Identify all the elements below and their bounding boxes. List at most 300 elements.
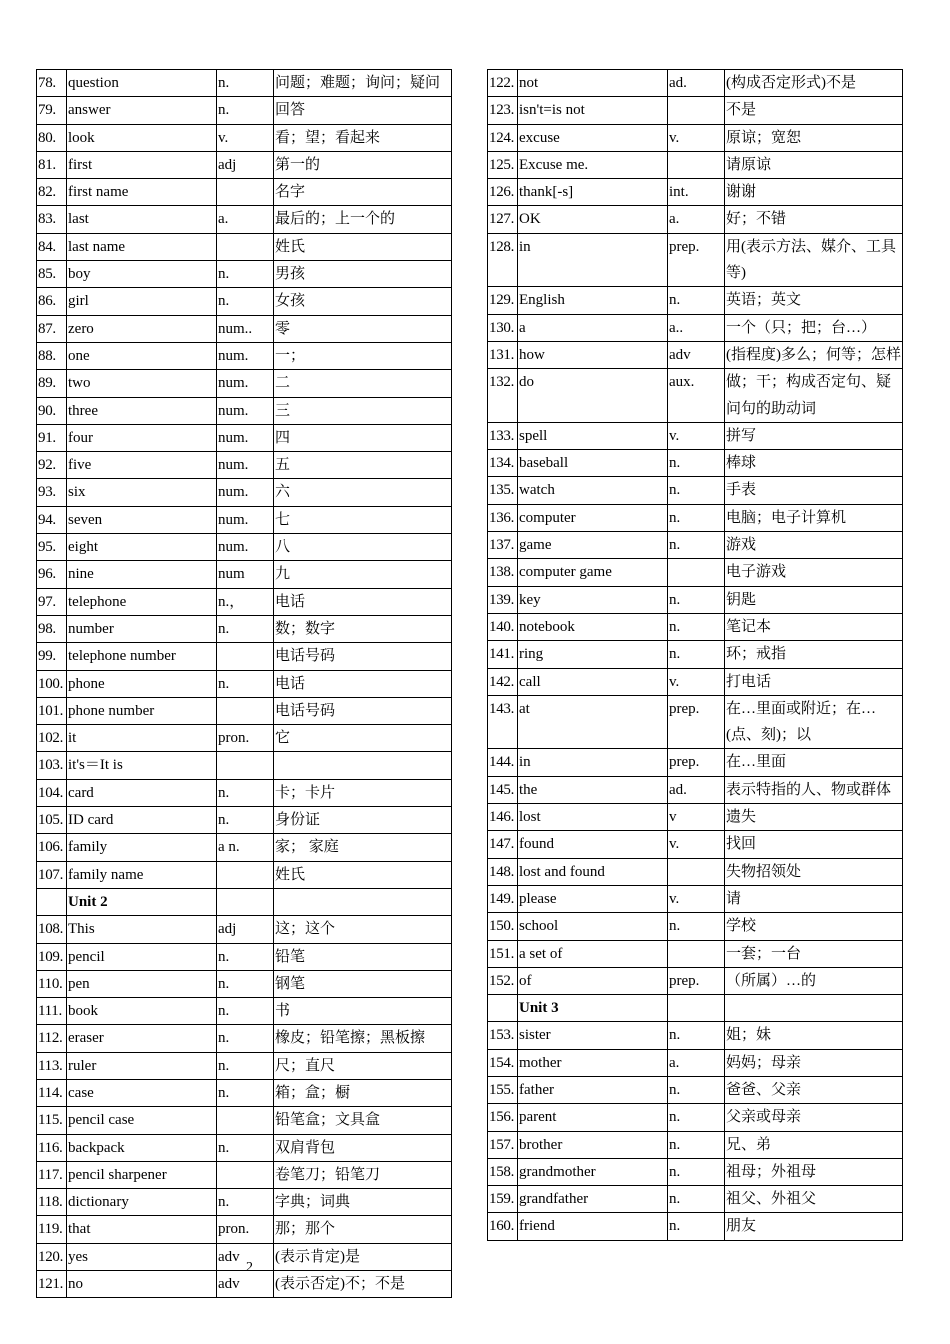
vocab-row bbox=[488, 477, 903, 504]
entry-word: seven bbox=[67, 506, 217, 533]
entry-number: 124. bbox=[488, 124, 518, 151]
entry-meaning: 拼写 bbox=[725, 422, 903, 449]
entry-meaning: 姐；妹 bbox=[725, 1022, 903, 1049]
entry-number: 87. bbox=[37, 315, 67, 342]
entry-word: sister bbox=[518, 1022, 668, 1049]
entry-number: 128. bbox=[488, 233, 518, 287]
entry-part-of-speech: n. bbox=[217, 1134, 274, 1161]
entry-word: no bbox=[67, 1271, 217, 1298]
entry-word: family name bbox=[67, 861, 217, 888]
entry-part-of-speech: ad. bbox=[668, 70, 725, 97]
entry-word: brother bbox=[518, 1131, 668, 1158]
vocab-row bbox=[488, 668, 903, 695]
vocab-row bbox=[488, 124, 903, 151]
entry-number: 121. bbox=[37, 1271, 67, 1298]
entry-meaning: 找回 bbox=[725, 831, 903, 858]
entry-word: family bbox=[67, 834, 217, 861]
entry-meaning: 电话 bbox=[274, 670, 452, 697]
entry-word: pen bbox=[67, 970, 217, 997]
entry-number: 79. bbox=[37, 97, 67, 124]
entry-number: 99. bbox=[37, 643, 67, 670]
entry-number: 107. bbox=[37, 861, 67, 888]
entry-number: 135. bbox=[488, 477, 518, 504]
entry-meaning: 橡皮；铅笔擦；黑板擦 bbox=[274, 1025, 452, 1052]
entry-word: watch bbox=[518, 477, 668, 504]
entry-word: zero bbox=[67, 315, 217, 342]
vocab-row bbox=[37, 534, 452, 561]
entry-part-of-speech: prep. bbox=[668, 967, 725, 994]
entry-meaning bbox=[274, 888, 452, 915]
entry-meaning: (表示否定)不；不是 bbox=[274, 1271, 452, 1298]
unit-heading-row bbox=[488, 995, 903, 1022]
vocab-row bbox=[37, 70, 452, 97]
entry-word: pencil bbox=[67, 943, 217, 970]
vocab-row bbox=[37, 506, 452, 533]
entry-word: computer bbox=[518, 504, 668, 531]
entry-meaning: 六 bbox=[274, 479, 452, 506]
vocab-row bbox=[488, 422, 903, 449]
entry-part-of-speech: v. bbox=[668, 668, 725, 695]
entry-part-of-speech bbox=[668, 151, 725, 178]
entry-number: 111. bbox=[37, 998, 67, 1025]
entry-meaning: 最后的；上一个的 bbox=[274, 206, 452, 233]
entry-meaning: 电子游戏 bbox=[725, 559, 903, 586]
entry-word: at bbox=[518, 695, 668, 749]
entry-meaning: （所属）…的 bbox=[725, 967, 903, 994]
entry-meaning: 请原谅 bbox=[725, 151, 903, 178]
vocab-row bbox=[488, 314, 903, 341]
vocab-row bbox=[37, 943, 452, 970]
entry-meaning: 家； 家庭 bbox=[274, 834, 452, 861]
entry-number: 122. bbox=[488, 70, 518, 97]
entry-meaning: 钥匙 bbox=[725, 586, 903, 613]
unit-heading-row bbox=[37, 888, 452, 915]
entry-part-of-speech: n. bbox=[217, 1079, 274, 1106]
entry-number: 92. bbox=[37, 452, 67, 479]
vocab-row bbox=[488, 532, 903, 559]
entry-meaning: 姓氏 bbox=[274, 861, 452, 888]
entry-number: 84. bbox=[37, 233, 67, 260]
entry-part-of-speech: n. bbox=[217, 1025, 274, 1052]
vocab-row bbox=[37, 1025, 452, 1052]
entry-meaning: 尺；直尺 bbox=[274, 1052, 452, 1079]
vocab-row bbox=[488, 967, 903, 994]
entry-word: ID card bbox=[67, 807, 217, 834]
entry-word: two bbox=[67, 370, 217, 397]
entry-word: ring bbox=[518, 641, 668, 668]
entry-part-of-speech: adv bbox=[217, 1243, 274, 1270]
entry-number: 115. bbox=[37, 1107, 67, 1134]
vocab-row bbox=[488, 804, 903, 831]
vocab-row bbox=[488, 97, 903, 124]
vocab-row bbox=[488, 179, 903, 206]
entry-part-of-speech: adv bbox=[668, 341, 725, 368]
entry-part-of-speech: pron. bbox=[217, 1216, 274, 1243]
entry-part-of-speech: num. bbox=[217, 397, 274, 424]
entry-meaning: 五 bbox=[274, 452, 452, 479]
entry-word: first bbox=[67, 151, 217, 178]
entry-word: do bbox=[518, 369, 668, 423]
entry-word: last name bbox=[67, 233, 217, 260]
entry-part-of-speech: adj bbox=[217, 916, 274, 943]
vocab-row bbox=[37, 424, 452, 451]
vocab-row bbox=[37, 206, 452, 233]
entry-meaning: 电话 bbox=[274, 588, 452, 615]
entry-word: boy bbox=[67, 261, 217, 288]
entry-meaning: 那；那个 bbox=[274, 1216, 452, 1243]
entry-word: OK bbox=[518, 206, 668, 233]
entry-meaning: 字典；词典 bbox=[274, 1189, 452, 1216]
entry-meaning: 祖父、外祖父 bbox=[725, 1186, 903, 1213]
entry-meaning: 姓氏 bbox=[274, 233, 452, 260]
entry-part-of-speech bbox=[217, 1161, 274, 1188]
entry-word: five bbox=[67, 452, 217, 479]
entry-number: 93. bbox=[37, 479, 67, 506]
entry-part-of-speech: ad. bbox=[668, 776, 725, 803]
entry-meaning: 第一的 bbox=[274, 151, 452, 178]
entry-meaning: 数；数字 bbox=[274, 615, 452, 642]
entry-part-of-speech: a. bbox=[668, 1049, 725, 1076]
entry-part-of-speech: num. bbox=[217, 534, 274, 561]
entry-word: card bbox=[67, 779, 217, 806]
entry-number: 104. bbox=[37, 779, 67, 806]
vocab-row bbox=[37, 261, 452, 288]
entry-number: 112. bbox=[37, 1025, 67, 1052]
vocab-row bbox=[488, 287, 903, 314]
entry-word: of bbox=[518, 967, 668, 994]
vocab-row bbox=[37, 97, 452, 124]
entry-meaning: 学校 bbox=[725, 913, 903, 940]
entry-meaning: 身份证 bbox=[274, 807, 452, 834]
entry-part-of-speech: n. bbox=[668, 1158, 725, 1185]
entry-word: eraser bbox=[67, 1025, 217, 1052]
entry-word: pencil sharpener bbox=[67, 1161, 217, 1188]
entry-part-of-speech: n. bbox=[668, 477, 725, 504]
entry-number: 117. bbox=[37, 1161, 67, 1188]
entry-meaning: 卷笔刀；铅笔刀 bbox=[274, 1161, 452, 1188]
entry-meaning: 四 bbox=[274, 424, 452, 451]
entry-word: eight bbox=[67, 534, 217, 561]
entry-meaning: 名字 bbox=[274, 179, 452, 206]
vocab-row bbox=[37, 670, 452, 697]
entry-meaning: (构成否定形式)不是 bbox=[725, 70, 903, 97]
entry-meaning: 手表 bbox=[725, 477, 903, 504]
entry-part-of-speech: n. bbox=[668, 1076, 725, 1103]
entry-meaning: 爸爸、父亲 bbox=[725, 1076, 903, 1103]
entry-part-of-speech: v. bbox=[668, 885, 725, 912]
vocab-row bbox=[488, 695, 903, 749]
entry-meaning: 表示特指的人、物或群体 bbox=[725, 776, 903, 803]
entry-number: 157. bbox=[488, 1131, 518, 1158]
entry-part-of-speech: num bbox=[217, 561, 274, 588]
entry-number: 154. bbox=[488, 1049, 518, 1076]
entry-word: six bbox=[67, 479, 217, 506]
entry-meaning: 回答 bbox=[274, 97, 452, 124]
entry-word: first name bbox=[67, 179, 217, 206]
entry-word: the bbox=[518, 776, 668, 803]
entry-meaning: 棒球 bbox=[725, 450, 903, 477]
entry-number: 140. bbox=[488, 613, 518, 640]
entry-part-of-speech: n. bbox=[217, 1052, 274, 1079]
vocab-row bbox=[488, 70, 903, 97]
entry-part-of-speech: n. bbox=[668, 1104, 725, 1131]
entry-part-of-speech bbox=[217, 1107, 274, 1134]
vocab-row bbox=[488, 1076, 903, 1103]
entry-meaning: 英语；英文 bbox=[725, 287, 903, 314]
entry-word: please bbox=[518, 885, 668, 912]
entry-number: 103. bbox=[37, 752, 67, 779]
entry-number: 97. bbox=[37, 588, 67, 615]
entry-part-of-speech: n. bbox=[668, 913, 725, 940]
entry-number: 145. bbox=[488, 776, 518, 803]
entry-part-of-speech: num. bbox=[217, 506, 274, 533]
entry-number: 119. bbox=[37, 1216, 67, 1243]
entry-part-of-speech bbox=[668, 559, 725, 586]
entry-part-of-speech bbox=[217, 179, 274, 206]
entry-meaning: 九 bbox=[274, 561, 452, 588]
entry-number: 120. bbox=[37, 1243, 67, 1270]
entry-number: 159. bbox=[488, 1186, 518, 1213]
entry-meaning: 电话号码 bbox=[274, 643, 452, 670]
vocab-row bbox=[37, 916, 452, 943]
vocab-row bbox=[488, 586, 903, 613]
entry-meaning: 铅笔盒；文具盒 bbox=[274, 1107, 452, 1134]
entry-meaning: 打电话 bbox=[725, 668, 903, 695]
entry-number: 158. bbox=[488, 1158, 518, 1185]
entry-number: 160. bbox=[488, 1213, 518, 1240]
vocab-row bbox=[37, 397, 452, 424]
vocab-row bbox=[37, 588, 452, 615]
entry-part-of-speech: v. bbox=[668, 124, 725, 151]
vocab-row bbox=[37, 725, 452, 752]
entry-word: lost and found bbox=[518, 858, 668, 885]
entry-meaning: 铅笔 bbox=[274, 943, 452, 970]
entry-number: 151. bbox=[488, 940, 518, 967]
entry-meaning: 一套；一台 bbox=[725, 940, 903, 967]
entry-meaning: 零 bbox=[274, 315, 452, 342]
entry-part-of-speech bbox=[668, 858, 725, 885]
entry-part-of-speech: n. bbox=[668, 586, 725, 613]
entry-meaning: 笔记本 bbox=[725, 613, 903, 640]
entry-meaning: 环；戒指 bbox=[725, 641, 903, 668]
entry-part-of-speech: n. bbox=[217, 261, 274, 288]
entry-part-of-speech: n. bbox=[668, 1131, 725, 1158]
entry-number: 85. bbox=[37, 261, 67, 288]
entry-number: 147. bbox=[488, 831, 518, 858]
entry-number: 78. bbox=[37, 70, 67, 97]
entry-word: computer game bbox=[518, 559, 668, 586]
vocab-row bbox=[488, 341, 903, 368]
entry-word: a bbox=[518, 314, 668, 341]
entry-part-of-speech: num. bbox=[217, 342, 274, 369]
entry-part-of-speech: n. bbox=[217, 97, 274, 124]
vocab-row bbox=[37, 1134, 452, 1161]
entry-part-of-speech: v bbox=[668, 804, 725, 831]
vocab-row bbox=[488, 450, 903, 477]
entry-number: 90. bbox=[37, 397, 67, 424]
entry-word: ruler bbox=[67, 1052, 217, 1079]
entry-word: mother bbox=[518, 1049, 668, 1076]
entry-meaning: 二 bbox=[274, 370, 452, 397]
entry-meaning: 女孩 bbox=[274, 288, 452, 315]
entry-word: notebook bbox=[518, 613, 668, 640]
vocab-row bbox=[37, 124, 452, 151]
entry-number: 95. bbox=[37, 534, 67, 561]
vocab-row bbox=[37, 779, 452, 806]
entry-word: in bbox=[518, 749, 668, 776]
entry-word: Unit 2 bbox=[67, 888, 217, 915]
entry-number: 86. bbox=[37, 288, 67, 315]
entry-part-of-speech: n. bbox=[217, 998, 274, 1025]
entry-number: 109. bbox=[37, 943, 67, 970]
vocab-row bbox=[37, 342, 452, 369]
entry-meaning: 游戏 bbox=[725, 532, 903, 559]
entry-meaning: 在…里面或附近；在…(点、刻)；以 bbox=[725, 695, 903, 749]
entry-number: 152. bbox=[488, 967, 518, 994]
entry-number: 102. bbox=[37, 725, 67, 752]
entry-word: book bbox=[67, 998, 217, 1025]
entry-word: girl bbox=[67, 288, 217, 315]
entry-part-of-speech: n.， bbox=[217, 588, 274, 615]
entry-number: 156. bbox=[488, 1104, 518, 1131]
entry-number: 113. bbox=[37, 1052, 67, 1079]
entry-number: 100. bbox=[37, 670, 67, 697]
entry-part-of-speech: a n. bbox=[217, 834, 274, 861]
entry-word: how bbox=[518, 341, 668, 368]
entry-number: 105. bbox=[37, 807, 67, 834]
entry-number: 143. bbox=[488, 695, 518, 749]
entry-number: 136. bbox=[488, 504, 518, 531]
entry-meaning: 在…里面 bbox=[725, 749, 903, 776]
vocab-table-left bbox=[36, 69, 452, 1298]
entry-meaning: 八 bbox=[274, 534, 452, 561]
entry-part-of-speech: a.. bbox=[668, 314, 725, 341]
entry-meaning: (指程度)多么；何等；怎样 bbox=[725, 341, 903, 368]
entry-part-of-speech: pron. bbox=[217, 725, 274, 752]
entry-number: 130. bbox=[488, 314, 518, 341]
entry-word: key bbox=[518, 586, 668, 613]
entry-word: four bbox=[67, 424, 217, 451]
entry-part-of-speech: n. bbox=[217, 615, 274, 642]
entry-part-of-speech bbox=[217, 643, 274, 670]
entry-word: thank[-s] bbox=[518, 179, 668, 206]
entry-part-of-speech: n. bbox=[668, 504, 725, 531]
entry-word: found bbox=[518, 831, 668, 858]
entry-meaning: 双肩背包 bbox=[274, 1134, 452, 1161]
entry-part-of-speech bbox=[217, 861, 274, 888]
entry-number: 153. bbox=[488, 1022, 518, 1049]
entry-part-of-speech: a. bbox=[217, 206, 274, 233]
entry-number: 131. bbox=[488, 341, 518, 368]
entry-part-of-speech: num. bbox=[217, 424, 274, 451]
entry-number: 82. bbox=[37, 179, 67, 206]
vocab-row bbox=[37, 233, 452, 260]
vocab-table-left-body bbox=[37, 70, 452, 1298]
entry-part-of-speech bbox=[668, 995, 725, 1022]
vocab-row bbox=[37, 752, 452, 779]
vocab-row bbox=[37, 315, 452, 342]
vocab-row bbox=[37, 1216, 452, 1243]
entry-number: 144. bbox=[488, 749, 518, 776]
entry-number: 88. bbox=[37, 342, 67, 369]
entry-meaning: 三 bbox=[274, 397, 452, 424]
entry-number: 89. bbox=[37, 370, 67, 397]
entry-number: 132. bbox=[488, 369, 518, 423]
entry-number: 142. bbox=[488, 668, 518, 695]
entry-meaning: 谢谢 bbox=[725, 179, 903, 206]
entry-part-of-speech bbox=[217, 888, 274, 915]
entry-number: 139. bbox=[488, 586, 518, 613]
entry-word: pencil case bbox=[67, 1107, 217, 1134]
entry-number: 91. bbox=[37, 424, 67, 451]
vocab-row bbox=[37, 643, 452, 670]
entry-number: 155. bbox=[488, 1076, 518, 1103]
entry-word: grandfather bbox=[518, 1186, 668, 1213]
entry-word: spell bbox=[518, 422, 668, 449]
entry-meaning: 问题；难题；询问；疑问 bbox=[274, 70, 452, 97]
entry-number bbox=[37, 888, 67, 915]
vocab-row bbox=[488, 885, 903, 912]
vocab-row bbox=[37, 179, 452, 206]
entry-part-of-speech: n. bbox=[217, 970, 274, 997]
entry-meaning: 父亲或母亲 bbox=[725, 1104, 903, 1131]
entry-number: 133. bbox=[488, 422, 518, 449]
vocab-row bbox=[37, 151, 452, 178]
vocab-row bbox=[488, 613, 903, 640]
vocab-row bbox=[488, 151, 903, 178]
entry-number bbox=[488, 995, 518, 1022]
entry-number: 106. bbox=[37, 834, 67, 861]
entry-part-of-speech: v. bbox=[217, 124, 274, 151]
entry-word: not bbox=[518, 70, 668, 97]
vocab-row bbox=[488, 1131, 903, 1158]
entry-number: 129. bbox=[488, 287, 518, 314]
entry-part-of-speech: n. bbox=[668, 1022, 725, 1049]
entry-meaning: 七 bbox=[274, 506, 452, 533]
vocab-row bbox=[488, 831, 903, 858]
entry-number: 94. bbox=[37, 506, 67, 533]
vocab-row bbox=[37, 370, 452, 397]
vocab-row bbox=[37, 1243, 452, 1270]
entry-meaning: 钢笔 bbox=[274, 970, 452, 997]
vocab-row bbox=[37, 834, 452, 861]
entry-part-of-speech bbox=[217, 752, 274, 779]
vocab-row bbox=[488, 504, 903, 531]
entry-part-of-speech: n. bbox=[668, 1186, 725, 1213]
entry-number: 141. bbox=[488, 641, 518, 668]
entry-meaning: 箱；盒；橱 bbox=[274, 1079, 452, 1106]
entry-number: 110. bbox=[37, 970, 67, 997]
entry-meaning: 不是 bbox=[725, 97, 903, 124]
entry-part-of-speech: v. bbox=[668, 422, 725, 449]
entry-word: one bbox=[67, 342, 217, 369]
entry-part-of-speech bbox=[217, 697, 274, 724]
entry-meaning: 做；干；构成否定句、疑问句的助动词 bbox=[725, 369, 903, 423]
entry-meaning: 妈妈；母亲 bbox=[725, 1049, 903, 1076]
entry-number: 96. bbox=[37, 561, 67, 588]
entry-number: 80. bbox=[37, 124, 67, 151]
entry-word: telephone number bbox=[67, 643, 217, 670]
entry-word: baseball bbox=[518, 450, 668, 477]
entry-word: friend bbox=[518, 1213, 668, 1240]
vocab-row bbox=[488, 940, 903, 967]
entry-part-of-speech: n. bbox=[668, 532, 725, 559]
entry-part-of-speech: a. bbox=[668, 206, 725, 233]
entry-meaning: 看；望；看起来 bbox=[274, 124, 452, 151]
vocab-row bbox=[37, 1107, 452, 1134]
entry-part-of-speech: prep. bbox=[668, 233, 725, 287]
entry-meaning: 兄、弟 bbox=[725, 1131, 903, 1158]
